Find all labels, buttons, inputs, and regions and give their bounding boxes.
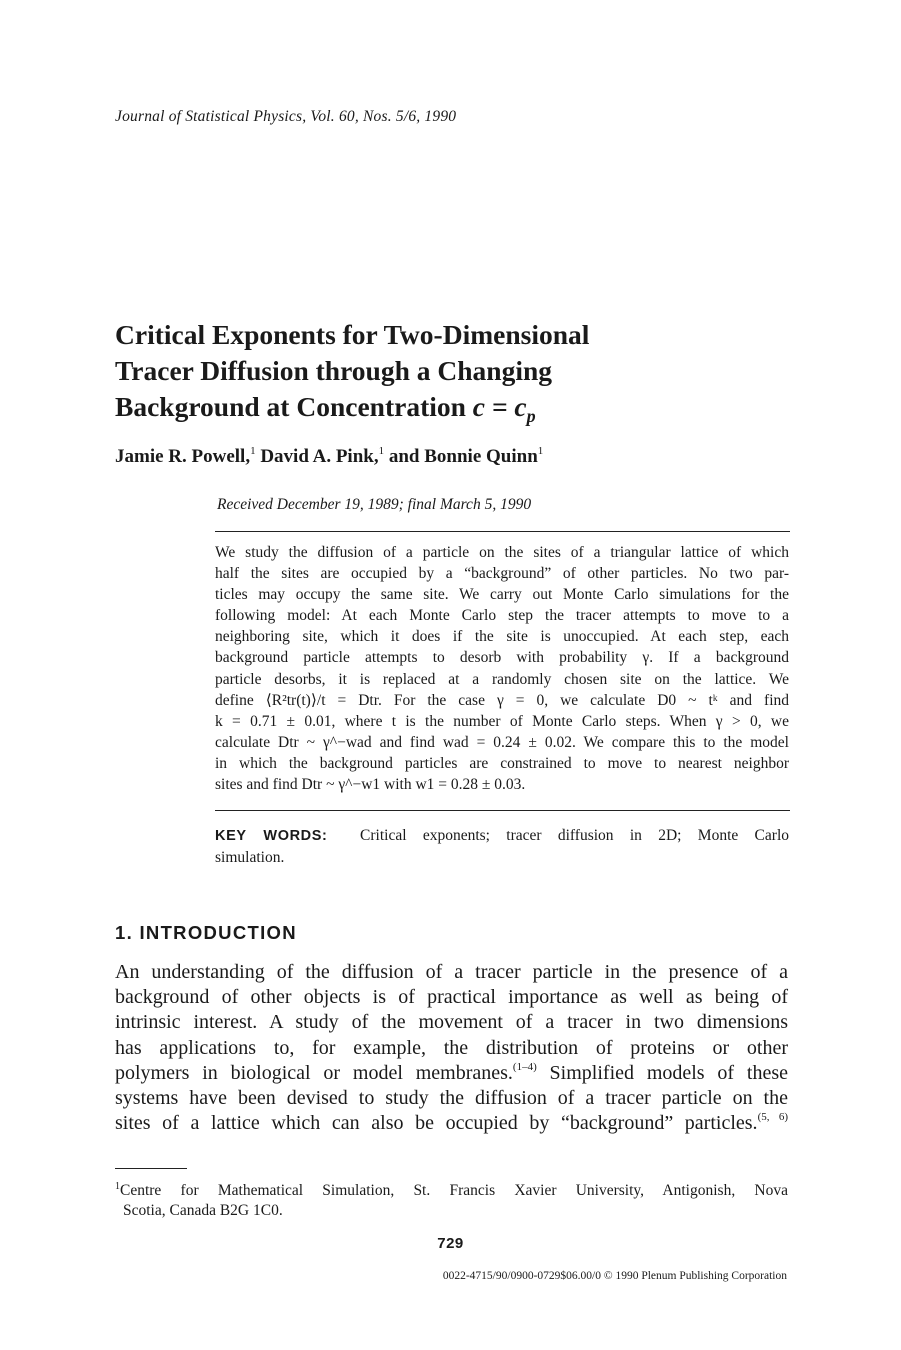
footnote-line-1 bbox=[115, 1181, 788, 1201]
abstract-line: in which the background particles are constrained to move to nearest neighbor bbox=[215, 754, 789, 772]
title-line-2: Tracer Diffusion through a Changing bbox=[115, 355, 553, 386]
footnote-text: Centre for Mathematical Simulation, St. Francis Xavier University, Antigonish, Nova bbox=[120, 1182, 788, 1199]
abstract-line: k = 0.71 ± 0.01, where t is the number of Monte Carlo steps. When γ > 0, we bbox=[215, 712, 789, 730]
abstract-line: We study the diffusion of a particle on the sites of a triangular lattice of which bbox=[215, 544, 789, 561]
author-list bbox=[115, 446, 543, 468]
abstract-line: background particle attempts to desorb with probability γ. If a background bbox=[215, 649, 789, 667]
affiliation-mark: 1 bbox=[537, 445, 544, 457]
page-number: 729 bbox=[437, 1235, 464, 1252]
abstract bbox=[215, 542, 789, 795]
abstract-bottom-rule bbox=[215, 810, 790, 811]
citation: (5, 6) bbox=[757, 1111, 789, 1124]
keywords-text: Critical exponents; tracer diffusion in 2D; Monte Carlo bbox=[360, 827, 789, 844]
received-dates: Received December 19, 1989; final March 5, 1990 bbox=[217, 496, 532, 513]
keywords-line-2: simulation. bbox=[215, 849, 285, 866]
keywords-line-1 bbox=[215, 825, 789, 847]
abstract-line: calculate Dtr ~ γ^−wad and find wad = 0.24 ± 0.02. We compare this to the model bbox=[215, 733, 789, 751]
copyright-line: 0022-4715/90/0900-0729$06.00/0 © 1990 Plenum Publishing Corporation bbox=[442, 1270, 787, 1282]
abstract-line: half the sites are occupied by a “background” of other particles. No two par- bbox=[215, 565, 789, 583]
intro-paragraph bbox=[115, 960, 788, 1136]
affiliation-mark: 1 bbox=[378, 445, 385, 457]
journal-citation: Journal of Statistical Physics, Vol. 60, Nos. 5/6, 1990 bbox=[115, 108, 457, 125]
footnote-line-2: Scotia, Canada B2G 1C0. bbox=[123, 1202, 283, 1219]
paragraph-line: has applications to, for example, the distribution of proteins or other bbox=[115, 1036, 788, 1059]
abstract-line: define ⟨R²tr(t)⟩/t = Dtr. For the case γ = 0, we calculate D0 ~ tᵏ and find bbox=[215, 691, 789, 709]
abstract-top-rule bbox=[215, 531, 790, 532]
abstract-line: neighboring site, which it does if the site is unoccupied. At each step, each bbox=[215, 628, 789, 646]
author-powell: Jamie R. Powell, bbox=[115, 446, 251, 467]
paragraph-line: intrinsic interest. A study of the movement of a tracer in two dimensions bbox=[115, 1011, 788, 1034]
paragraph-line: An understanding of the diffusion of a tracer particle in the presence of a bbox=[115, 961, 788, 983]
paper-title bbox=[115, 317, 675, 425]
paragraph-line: background of other objects is of practical importance as well as being of bbox=[115, 986, 788, 1009]
footnote bbox=[115, 1181, 788, 1221]
title-math: c = c bbox=[472, 391, 527, 422]
keywords bbox=[215, 825, 789, 868]
title-math-sub: p bbox=[526, 406, 536, 426]
abstract-line: ticles may occupy the same site. We carry out Monte Carlo simulations for the bbox=[215, 586, 789, 604]
paragraph-line bbox=[115, 1111, 788, 1136]
paragraph-line-text: Simplified models of these bbox=[536, 1061, 788, 1084]
paragraph-line bbox=[115, 1061, 788, 1086]
title-line-1: Critical Exponents for Two-Dimensional bbox=[115, 319, 590, 350]
affiliation-mark: 1 bbox=[250, 445, 256, 457]
footnote-mark: 1 bbox=[115, 1181, 120, 1192]
abstract-line: particle desorbs, it is replaced at a randomly chosen site on the lattice. We bbox=[215, 670, 789, 688]
paragraph-line-text: polymers in biological or model membranes. bbox=[115, 1061, 513, 1084]
paragraph-line: systems have been devised to study the diffusion of a tracer particle on the bbox=[115, 1087, 788, 1110]
abstract-line: sites and find Dtr ~ γ^−w1 with w1 = 0.28 ± 0.03. bbox=[215, 776, 526, 794]
title-line-3-text: Background at Concentration bbox=[115, 391, 473, 422]
title-line-3 bbox=[115, 389, 675, 425]
author-pink: David A. Pink, bbox=[260, 446, 379, 467]
citation: (1–4) bbox=[512, 1060, 537, 1073]
paragraph-line-text: sites of a lattice which can also be occupied by “background” particles. bbox=[115, 1112, 758, 1135]
author-quinn: and Bonnie Quinn bbox=[388, 446, 538, 467]
footnote-rule bbox=[115, 1168, 187, 1169]
keywords-label: KEY WORDS: bbox=[215, 828, 328, 844]
section-heading: 1. INTRODUCTION bbox=[115, 922, 297, 943]
abstract-line: following model: At each Monte Carlo step the tracer attempts to move to a bbox=[215, 607, 789, 625]
